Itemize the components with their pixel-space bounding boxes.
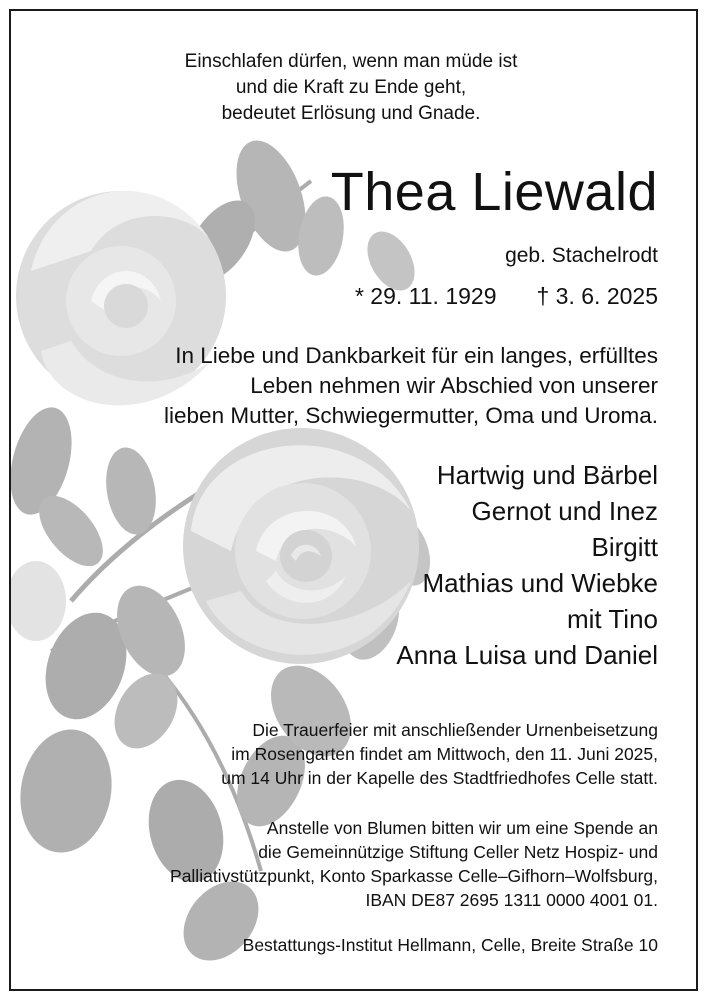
mourner-entry: Anna Luisa und Daniel xyxy=(396,640,658,670)
donation-line: IBAN DE87 2695 1311 0000 4001 01. xyxy=(365,890,658,910)
motto-line: bedeutet Erlösung und Gnade. xyxy=(221,103,481,124)
farewell-line: lieben Mutter, Schwiegermutter, Oma und Uroma. xyxy=(164,403,658,428)
donation-line: die Gemeinnützige Stiftung Celler Netz Hospiz- und xyxy=(258,842,658,862)
mourner-entry: Gernot und Inez xyxy=(471,496,658,526)
mourner-entry: Mathias und Wiebke xyxy=(422,568,658,598)
donation-line: Palliativstützpunkt, Konto Sparkasse Celle–Gifhorn–Wolfsburg, xyxy=(170,866,658,886)
ceremony-notice xyxy=(221,718,658,790)
birth-date: * 29. 11. 1929 xyxy=(354,283,497,309)
farewell-line: In Liebe und Dankbarkeit für ein langes, erfülltes xyxy=(175,343,658,368)
mourner-entry: mit Tino xyxy=(566,604,658,634)
ceremony-line: Die Trauerfeier mit anschließender Urnenbeisetzung xyxy=(252,720,658,740)
mourners-list xyxy=(396,457,658,673)
motto-line: Einschlafen dürfen, wenn man müde ist xyxy=(184,51,518,72)
farewell-text xyxy=(164,341,658,431)
mourner-entry: Birgitt xyxy=(591,532,658,562)
life-dates xyxy=(355,281,658,311)
obituary-frame xyxy=(9,9,698,991)
undertaker-line: Bestattungs-Institut Hellmann, Celle, Breite Straße 10 xyxy=(242,935,658,955)
mourner-entry: Hartwig und Bärbel xyxy=(436,460,658,490)
deceased-name: Thea Liewald xyxy=(330,162,658,222)
ceremony-line: um 14 Uhr in der Kapelle des Stadtfriedhofes Celle statt. xyxy=(221,768,658,788)
birth-name: geb. Stachelrodt xyxy=(505,244,658,267)
ceremony-line: im Rosengarten findet am Mittwoch, den 11. Juni 2025, xyxy=(231,744,658,764)
death-date: † 3. 6. 2025 xyxy=(536,283,658,309)
donation-line: Anstelle von Blumen bitten wir um eine Spende an xyxy=(266,818,658,838)
farewell-line: Leben nehmen wir Abschied von unserer xyxy=(250,373,658,398)
motto-line: und die Kraft zu Ende geht, xyxy=(235,77,467,98)
donation-notice xyxy=(170,816,658,912)
motto-verse xyxy=(91,49,611,127)
